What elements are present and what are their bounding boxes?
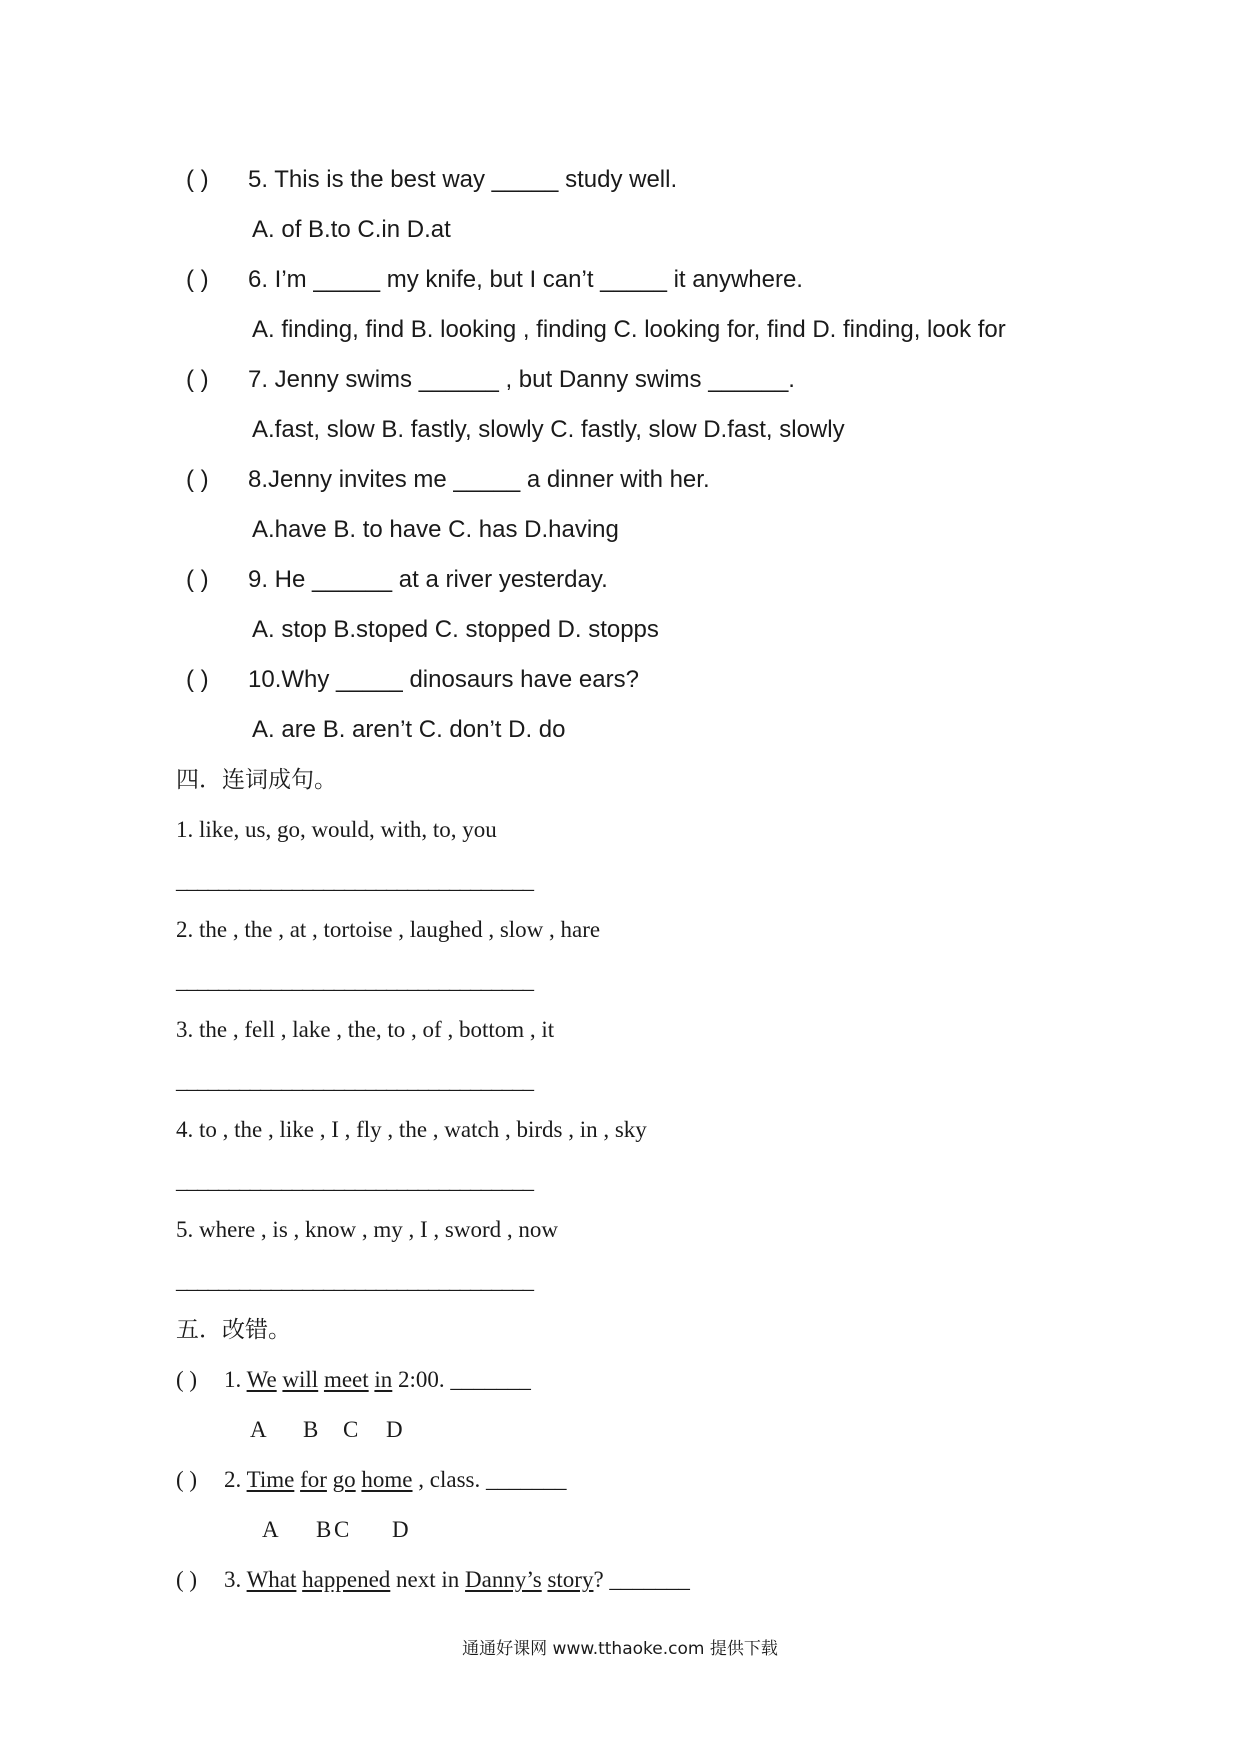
letter-d: D [386,1417,403,1442]
mc-options-9: A. stop B.stoped C. stopped D. stopps [252,616,659,643]
underlined-word: go [332,1467,356,1492]
s5-letters-1 [0,1415,1240,1445]
underlined-word: meet [323,1367,369,1392]
underlined-word: What [246,1567,297,1592]
answer-paren: ( ) [186,666,209,693]
answer-line[interactable]: __________________________________ [176,1168,533,1193]
answer-paren: ( ) [176,1367,198,1392]
mc-options-6: A. finding, find B. looking , finding C. looking for, find D. finding, look for [252,316,1006,343]
section4-heading: 四．连词成句。 [176,767,337,793]
answer-paren: ( ) [186,266,209,293]
underlined-word: We [246,1367,277,1392]
s4-item-5: 5. where , is , know , my , I , sword , now [176,1217,559,1242]
underlined-word: will [282,1367,319,1392]
mc-question-6 [186,265,803,295]
answer-line[interactable]: __________________________________ [176,1268,533,1293]
letter-c: C [343,1417,359,1442]
sentence [247,1467,567,1492]
mc-options-7: A.fast, slow B. fastly, slowly C. fastly, slow D.fast, slowly [252,416,845,443]
letter-d: D [392,1517,409,1542]
question-text: 7. Jenny swims ______ , but Danny swims ______. [248,366,795,393]
s4-item-4: 4. to , the , like , I , fly , the , watch , birds , in , sky [176,1117,647,1142]
underlined-word: home [361,1467,413,1492]
s4-item-2: 2. the , the , at , tortoise , laughed , slow , hare [176,917,601,942]
question-text: 8.Jenny invites me _____ a dinner with her. [248,466,710,493]
underlined-word: Danny’s [465,1567,542,1592]
question-text: 9. He ______ at a river yesterday. [248,566,608,593]
mc-options-10: A. are B. aren’t C. don’t D. do [252,716,566,743]
item-number: 3. [224,1567,242,1592]
mc-question-8 [186,465,710,495]
item-number: 1. [224,1367,242,1392]
underlined-word: story [547,1567,594,1592]
answer-paren: ( ) [186,166,209,193]
sentence-text: ? _______ [593,1567,690,1592]
underlined-word: Time [246,1467,295,1492]
mc-options-8: A.have B. to have C. has D.having [252,516,619,543]
s5-item-3 [176,1565,690,1595]
question-text: 6. I’m _____ my knife, but I can’t _____ it anywhere. [248,266,803,293]
s4-item-3: 3. the , fell , lake , the, to , of , bottom , it [176,1017,555,1042]
answer-paren: ( ) [176,1567,198,1592]
letter-b: B [303,1417,319,1442]
s5-item-1 [176,1365,531,1395]
footer-credit: 通通好课网 www.tthaoke.com 提供下载 [462,1639,778,1659]
s4-item-1: 1. like, us, go, would, with, to, you [176,817,497,842]
sentence-text: 2:00. _______ [392,1367,531,1392]
s5-letters-2 [0,1515,1240,1545]
underlined-word: for [300,1467,327,1492]
answer-line[interactable]: __________________________________ [176,968,533,993]
question-text: 5. This is the best way _____ study well. [248,166,678,193]
underlined-word: happened [302,1567,391,1592]
answer-line[interactable]: __________________________________ [176,868,533,893]
sentence [247,1567,690,1592]
answer-paren: ( ) [186,566,209,593]
sentence-text: , class. _______ [412,1467,567,1492]
mc-question-7 [186,365,795,395]
letter-c: C [334,1517,350,1542]
letter-b: B [316,1517,332,1542]
letter-a: A [262,1517,279,1542]
answer-paren: ( ) [186,466,209,493]
question-text: 10.Why _____ dinosaurs have ears? [248,666,639,693]
answer-line[interactable]: __________________________________ [176,1068,533,1093]
item-number: 2. [224,1467,242,1492]
answer-paren: ( ) [176,1467,198,1492]
letter-a: A [250,1417,267,1442]
section5-heading: 五．改错。 [176,1317,291,1343]
underlined-word: in [374,1367,393,1392]
mc-question-5 [186,165,677,195]
mc-question-10 [186,665,639,695]
s5-item-2 [176,1465,566,1495]
mc-options-5: A. of B.to C.in D.at [252,216,451,243]
mc-question-9 [186,565,608,595]
sentence-text: next in [390,1567,466,1592]
answer-paren: ( ) [186,366,209,393]
sentence [247,1367,531,1392]
